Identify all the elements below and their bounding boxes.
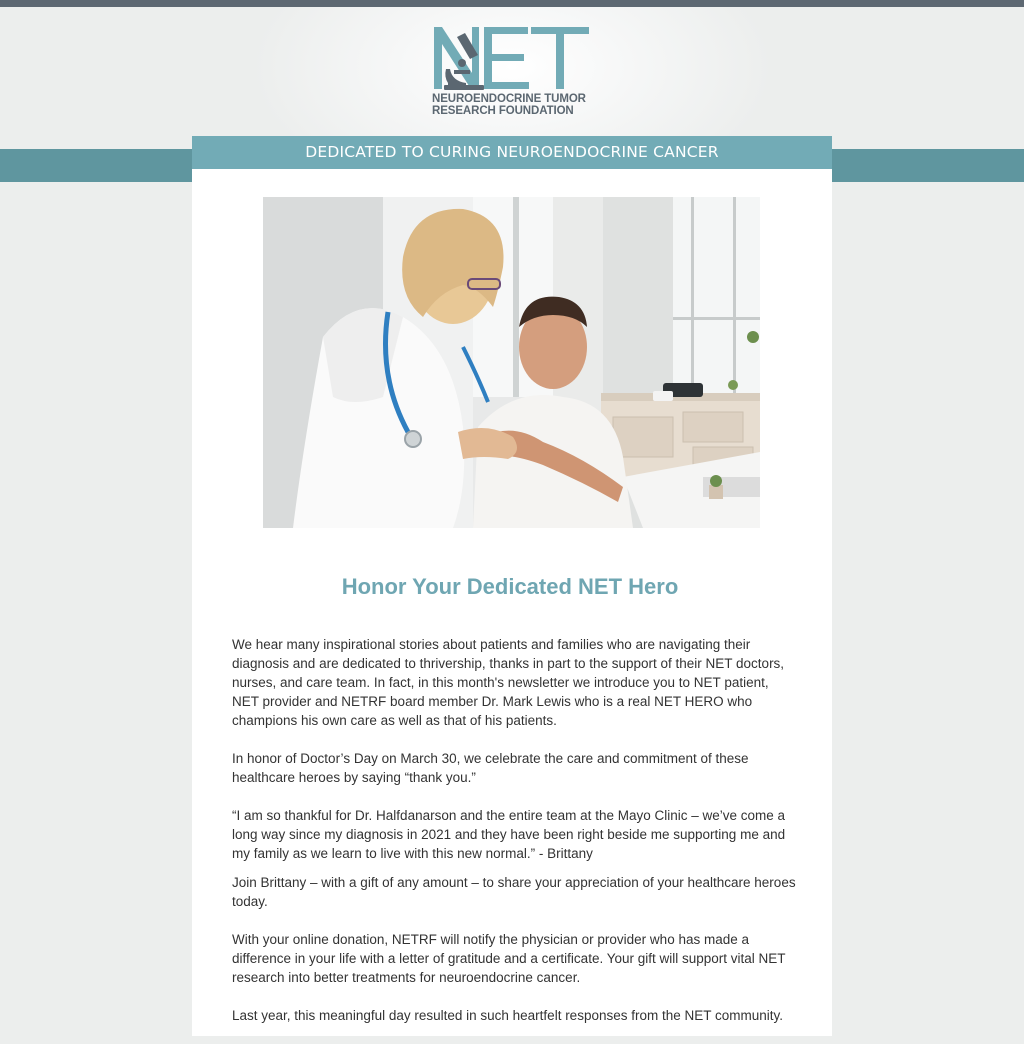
logo-line-1: NEUROENDOCRINE TUMOR bbox=[432, 93, 586, 105]
netrf-logo[interactable] bbox=[432, 25, 592, 121]
newsletter-card bbox=[192, 136, 832, 1036]
paragraph: With your online donation, NETRF will notify the physician or provider who has made a difference in your life with a letter of gratitude and a certificate. Your gift will support vital NET research into better treatments for neuroendocrine cancer. bbox=[232, 932, 786, 985]
paragraph: Last year, this meaningful day resulted in such heartfelt responses from the NET community. bbox=[232, 1008, 784, 1023]
hero-image[interactable] bbox=[263, 197, 760, 528]
tagline-banner: DEDICATED TO CURING NEUROENDOCRINE CANCER bbox=[192, 136, 832, 169]
paragraph: In honor of Doctor’s Day on March 30, we celebrate the care and commitment of these healthcare heroes by saying “thank you.” bbox=[232, 751, 749, 785]
paragraph: We hear many inspirational stories about patients and families who are navigating their diagnosis and are dedicated to thrivership, thanks in part to the support of their NET doctors, nurses, and care team. In fact, in this month's newsletter we introduce you to NET patient, NET provider and NETRF board member Dr. Mark Lewis who is a real NET HERO who champions his own care as well as that of his patients. bbox=[232, 637, 785, 728]
top-bar bbox=[0, 0, 1024, 7]
headline: Honor Your Dedicated NET Hero bbox=[341, 574, 679, 599]
paragraph: Join Brittany – with a gift of any amount – to share your appreciation of your healthcare heroes today. bbox=[232, 875, 796, 909]
article-body bbox=[232, 635, 798, 1044]
quote-paragraph: “I am so thankful for Dr. Halfdanarson and the entire team at the Mayo Clinic – we’ve come a long way since my diagnosis in 2021 and they have been right beside me supporting me and my family as we learn to live with this new normal.” - Brittany bbox=[232, 808, 786, 861]
logo-text bbox=[432, 94, 602, 117]
logo-line-2: RESEARCH FOUNDATION bbox=[432, 104, 574, 117]
doctor-patient-photo bbox=[263, 197, 760, 528]
net-logo-mark bbox=[432, 25, 592, 93]
